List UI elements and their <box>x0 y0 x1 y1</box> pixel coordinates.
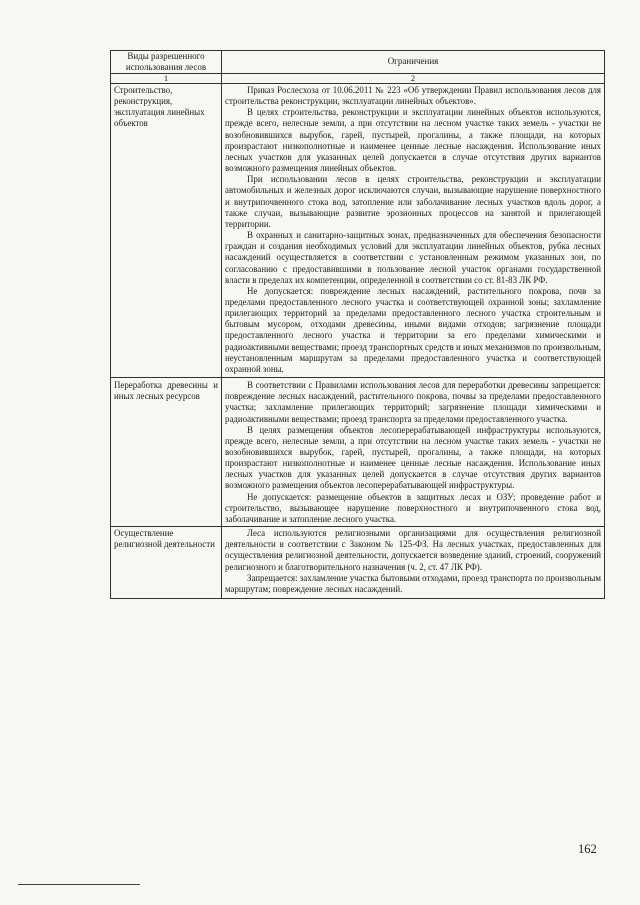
restrictions-table <box>110 50 605 599</box>
header-restrictions: Ограничения <box>222 51 605 74</box>
table-row <box>111 84 605 378</box>
footnote-divider <box>18 884 140 885</box>
table-header-row <box>111 51 605 74</box>
usage-type-cell: Строительство, реконструкция, эксплуатация линейных объектов <box>111 84 222 378</box>
page-number: 162 <box>578 842 597 856</box>
paragraph: В целях строительства, реконструкции и эксплуатации линейных объектов используются, прежде всего, нелесные земли, а при отсутствии на лесном участке таких земель - участки не возобновившихся вырубок, гарей, пустырей, прогалины, а также площади, на которых произрастают низкополнотные и наименее ценные лесные насаждения. Использование иных лесных участков для указанных целей допускается в случае отсутствия других вариантов возможного размещения линейных объектов. <box>225 107 601 174</box>
header-usage-types: Виды разрешенного использования лесов <box>111 51 222 74</box>
restrictions-cell <box>222 84 605 378</box>
paragraph: Запрещается: захламление участка бытовыми отходами, проезд транспорта по произвольным маршрутам; повреждение лесных насаждений. <box>225 572 601 594</box>
paragraph: Приказ Рослесхоза от 10.06.2011 № 223 «Об утверждении Правил использования лесов для строительства реконструкции, эксплуатации линейных объектов». <box>225 85 601 107</box>
column-number-row <box>111 74 605 84</box>
paragraph: В соответствии с Правилами использования лесов для переработки древесины запрещается: повреждение лесных насаждений, растительного покрова, почвы за пределами предоставленного участка; захламление прилегающих территорий; загрязнение площади химическими и радиоактивными веществами; проезд транспорта за пределами предоставленного участка. <box>225 380 601 424</box>
paragraph: В охранных и санитарно-защитных зонах, предназначенных для обеспечения безопасности граждан и создания необходимых условий для эксплуатации линейных объектов, рубка лесных насаждений осуществляется в соответствии с установленным режимом указанных зон, по согласованию с предоставившими в пользование лесной участок органами государственной власти в пределах их компетенции, определенной в соответствии со ст. 81-83 ЛК РФ. <box>225 230 601 285</box>
paragraph: Леса используются религиозными организациями для осуществления религиозной деятельности в соответствии с Законом № 125-ФЗ. На лесных участках, предоставленных для осуществления религиозной деятельности, допускается возведение зданий, строений, сооружений религиозного и благотворительного назначения (ч. 2, ст. 47 ЛК РФ). <box>225 528 601 572</box>
paragraph: В целях размещения объектов лесоперерабатывающей инфраструктуры используются, прежде всего, нелесные земли, а при отсутствии на лесном участке таких земель - участки не возобновившихся вырубок, гарей, пустырей, прогалины, а также площади, на которых произрастают низкополнотные и наименее ценные лесные насаждения. Использование иных лесных участков для указанных целей допускается в случае отсутствия других вариантов возможного размещения объектов лесоперерабатывающей инфраструктуры. <box>225 424 601 491</box>
column-number-2: 2 <box>222 74 605 84</box>
restrictions-cell <box>222 527 605 599</box>
paragraph: Не допускается: размещение объектов в защитных лесах и ОЗУ; проведение работ и строительство, вызывающее нарушение поверхностного и внутрипочвенного стока вод, заболачивание и затопление лесного участка. <box>225 491 601 524</box>
column-number-1: 1 <box>111 74 222 84</box>
paragraph: При использовании лесов в целях строительства, реконструкции и эксплуатации автомобильных и железных дорог исключаются случаи, вызывающие нарушение поверхностного и внутрипочвенного стока вод, затопление или заболачивание лесных участков вдоль дорог, а также случаи, вызывающие развитие эрозионных процессов на занятой и прилегающей территории. <box>225 174 601 229</box>
table-row <box>111 378 605 527</box>
usage-type-cell: Осуществление религиозной деятельности <box>111 527 222 599</box>
paragraph: Не допускается: повреждение лесных насаждений, растительного покрова, почв за пределами предоставленного лесного участка и соответствующей охранной зоны; захламление прилегающих территорий за пределами предоставленного лесного участка строительным и бытовым мусором, отходами древесины, иными видами отходов; загрязнение площади предоставленного лесного участка и территории за его пределами химическими и радиоактивными веществами; проезд транспортных средств и иных механизмов по произвольным, неустановленным маршрутам за пределами предоставленного участка и соответствующей охранной зоны. <box>225 285 601 374</box>
table-row <box>111 527 605 599</box>
restrictions-cell <box>222 378 605 527</box>
usage-type-cell: Переработка древесины и иных лесных ресурсов <box>111 378 222 527</box>
